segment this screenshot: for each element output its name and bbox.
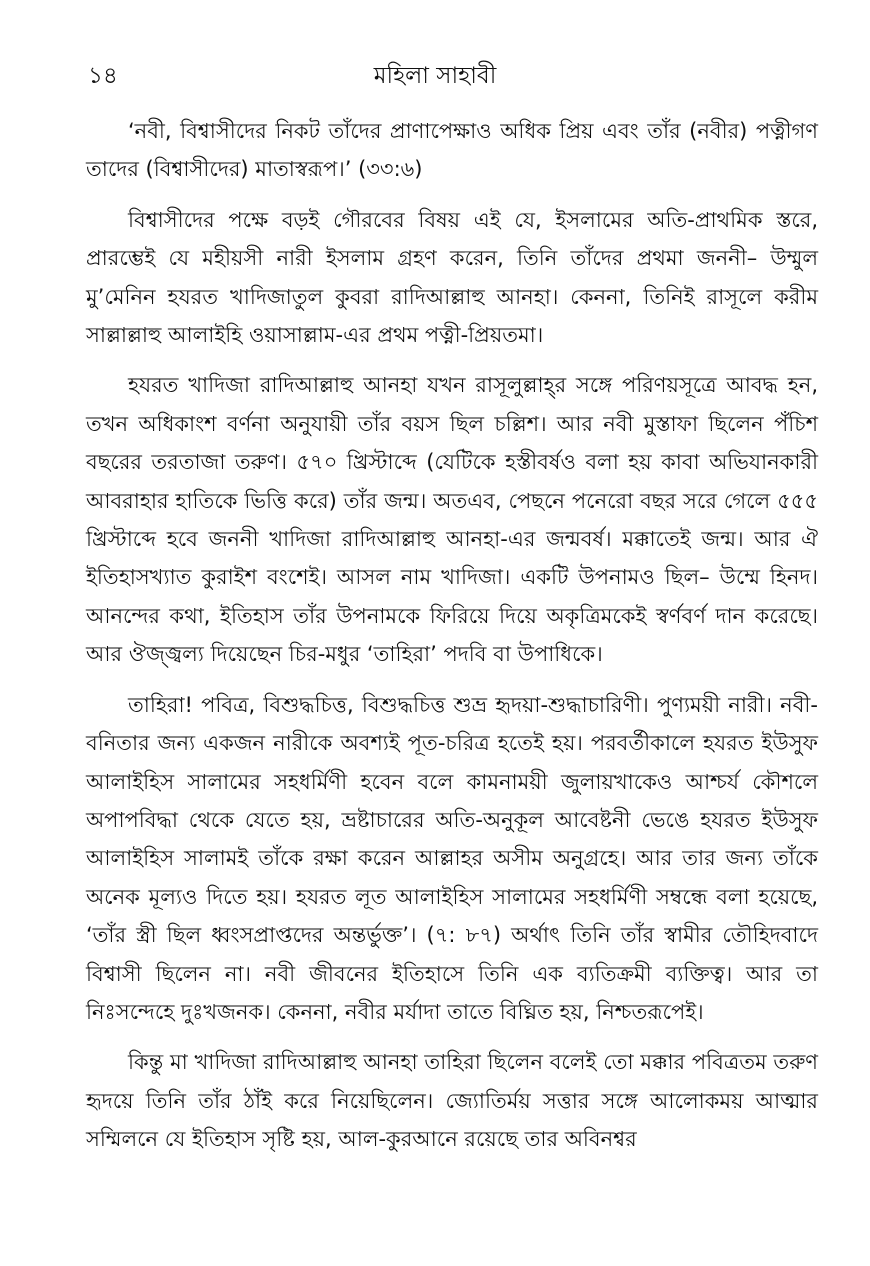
paragraph-quote: ‘নবী, বিশ্বাসীদের নিকট তাঁদের প্রাণাপেক্ষাও অধিক প্রিয় এবং তাঁর (নবীর) পত্নীগণ তাদের (বিশ্বাসীদের) মাতাস্বরূপ।’ (৩৩:৬): [86, 119, 818, 182]
paragraph-tahira: তাহিরা! পবিত্র, বিশুদ্ধচিত্ত, বিশুদ্ধচিত্ত শুভ্র হৃদয়া-শুদ্ধাচারিণী। পুণ্যময়ী নারী। নবী-বনিতার জন্য একজন নারীকে অবশ্যই পূত-চরিত্র হতেই হয়। পরবর্তীকালে হযরত ইউসুফ আলাইহিস সালামের সহধর্মিণী হবেন বলে কামনাময়ী জুলায়খাকেও আশ্চর্য কৌশলে অপাপবিদ্ধা থেকে যেতে হয়, ভ্রষ্টাচারের অতি-অনুকূল আবেষ্টনী ভেঙে হযরত ইউসুফ আলাইহিস সালামই তাঁকে রক্ষা করেন আল্লাহর অসীম অনুগ্রহে। আর তার জন্য তাঁকে অনেক মূল্যও দিতে হয়। হযরত লূত আলাইহিস সালামের সহধর্মিণী সম্বন্ধে বলা হয়েছে, ‘তাঁর স্ত্রী ছিল ধ্বংসপ্রাপ্তদের অন্তর্ভুক্ত’। (৭: ৮৭) অর্থাৎ তিনি তাঁর স্বামীর তৌহিদবাদে বিশ্বাসী ছিলেন না। নবী জীবনের ইতিহাসে তিনি এক ব্যতিক্রমী ব্যক্তিত্ব। আর তা নিঃসন্দেহে দুঃখজনক। কেননা, নবীর মর্যাদা তাতে বিঘ্নিত হয়, নিশ্চতরূপেই।: [86, 692, 818, 1024]
page-number: ১৪: [88, 63, 118, 89]
paragraph-mother-khadija: কিন্তু মা খাদিজা রাদিআল্লাহু আনহা তাহিরা ছিলেন বলেই তো মক্কার পবিত্রতম তরুণ হৃদয়ে তিনি তাঁর ঠাঁই করে নিয়েছিলেন। জ্যোতির্ময় সত্তার সঙ্গে আলোকময় আত্মার সম্মিলনে যে ইতিহাস সৃষ্টি হয়, আল-কুরআনে রয়েছে তার অবিনশ্বর: [86, 1050, 818, 1152]
paragraph-marriage: হযরত খাদিজা রাদিআল্লাহু আনহা যখন রাসূলুল্লাহ্‌র সঙ্গে পরিণয়সূত্রে আবদ্ধ হন, তখন অধিকাংশ বর্ণনা অনুযায়ী তাঁর বয়স ছিল চল্লিশ। আর নবী মুস্তাফা ছিলেন পঁচিশ বছরের তরতাজা তরুণ। ৫৭০ খ্রিস্টাব্দে (যেটিকে হস্তীবর্ষও বলা হয় কাবা অভিযানকারী আবরাহার হাতিকে ভিত্তি করে) তাঁর জন্ম। অতএব, পেছনে পনেরো বছর সরে গেলে ৫৫৫ খ্রিস্টাব্দে হবে জননী খাদিজা রাদিআল্লাহু আনহা-এর জন্মবর্ষ। মক্কাতেই জন্ম। আর ঐ ইতিহাসখ্যাত কুরাইশ বংশেই। আসল নাম খাদিজা। একটি উপনামও ছিল– উম্মে হিনদ। আনন্দের কথা, ইতিহাস তাঁর উপনামকে ফিরিয়ে দিয়ে অকৃত্রিমকেই স্বর্ণবর্ণ দান করেছে। আর ঔজ্জ্বল্য দিয়েছেন চির-মধুর ‘তাহিরা’ পদবি বা উপাধিকে।: [86, 373, 818, 667]
page-body: [86, 112, 818, 1171]
running-title: মহিলা সাহাবী: [373, 63, 497, 89]
paragraph-first-mother: বিশ্বাসীদের পক্ষে বড়ই গৌরবের বিষয় এই যে, ইসলামের অতি-প্রাথমিক স্তরে, প্রারম্ভেই যে মহীয়সী নারী ইসলাম গ্রহণ করেন, তিনি তাঁদের প্রথমা জননী– উম্মুল মু’মেনিন হযরত খাদিজাতুল কুবরা রাদিআল্লাহু আনহা। কেননা, তিনিই রাসূলে করীম সাল্লাল্লাহু আলাইহি ওয়াসাল্লাম-এর প্রথম পত্নী-প্রিয়তমা।: [86, 207, 818, 348]
page-header: [0, 58, 870, 94]
